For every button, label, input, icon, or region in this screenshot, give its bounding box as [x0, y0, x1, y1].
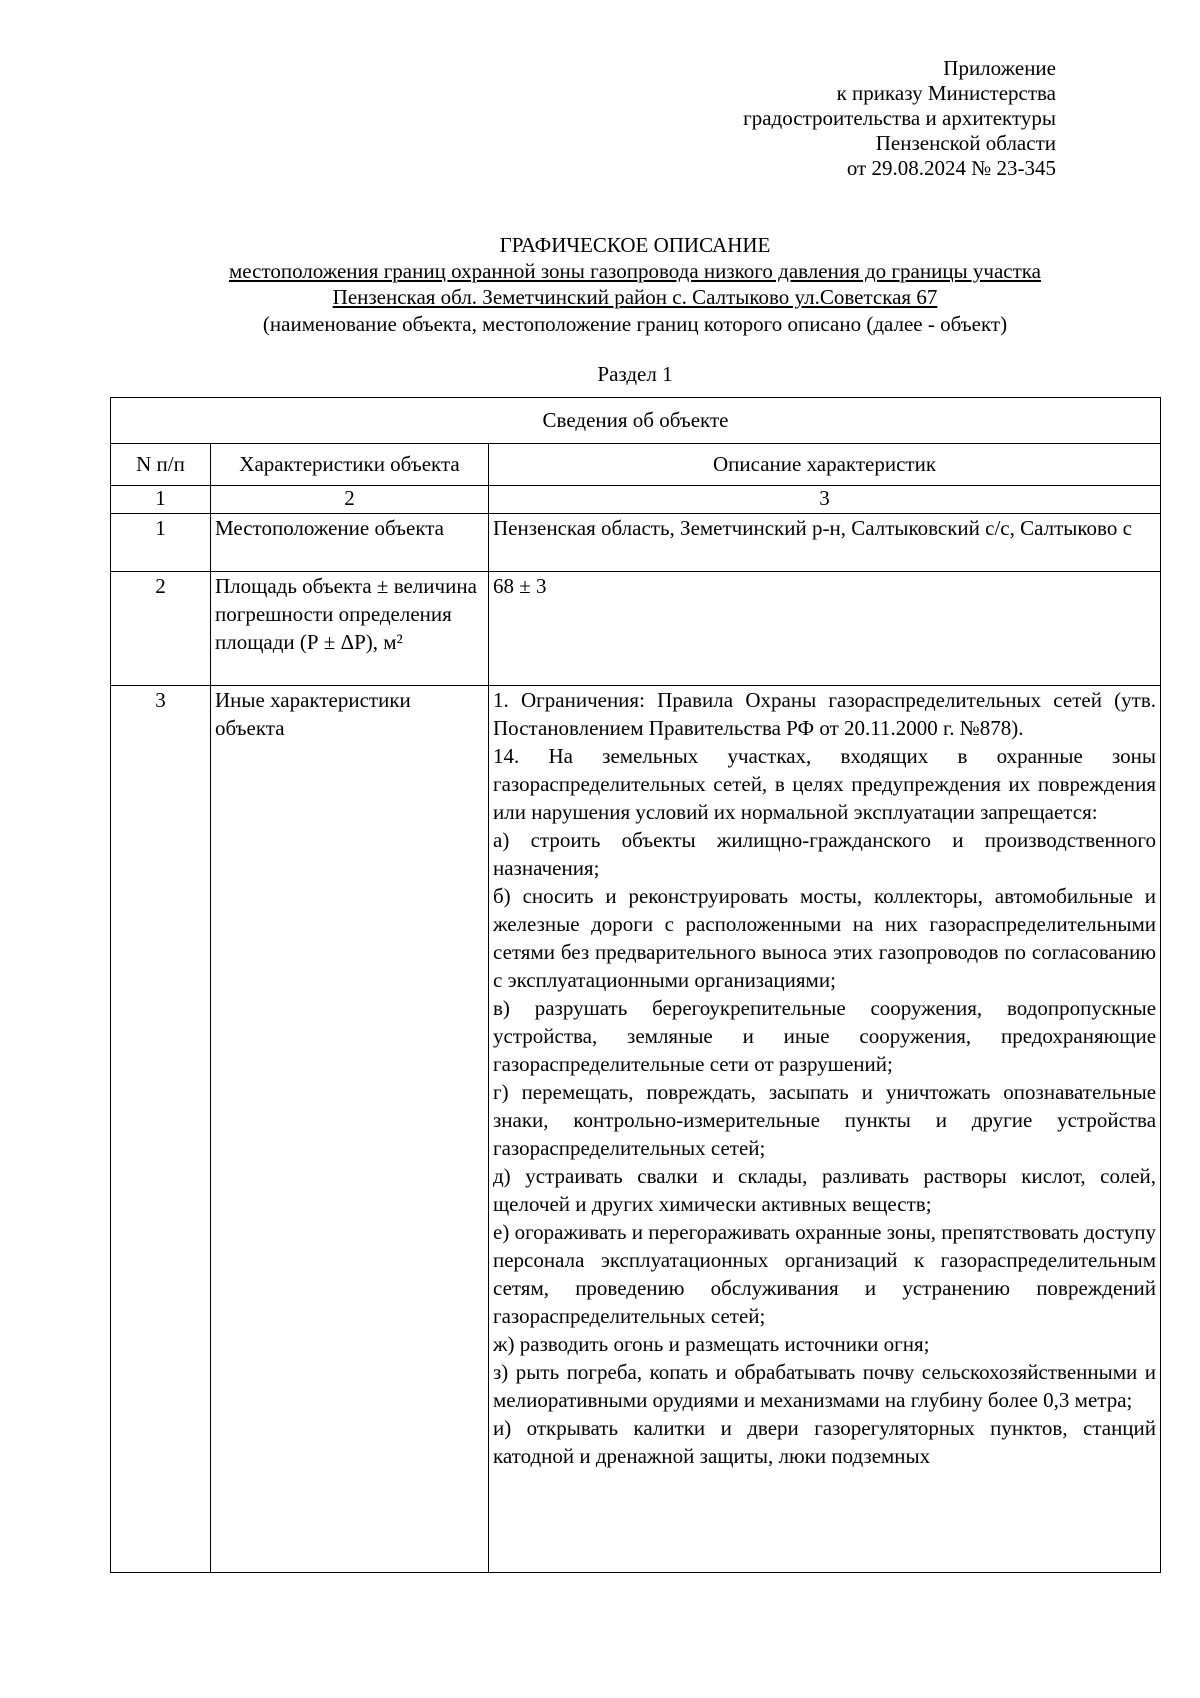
column-number: 1 — [111, 486, 211, 514]
restriction-paragraph: в) разрушать берегоукрепительные сооружения, водопропускные устройства, земляные и иные сооружения, предохраняющие газораспределительные сети от разрушений; — [493, 996, 1157, 1076]
row-description: 68 ± 3 — [489, 572, 1161, 686]
restriction-paragraph: и) открывать калитки и двери газорегуляторных пунктов, станций катодной и дренажной защиты, люки подземных — [493, 1416, 1157, 1468]
restriction-paragraph: д) устраивать свалки и склады, разливать растворы кислот, солей, щелочей и других химически активных веществ; — [493, 1164, 1157, 1216]
column-header-number: N п/п — [111, 444, 211, 486]
row-description — [489, 686, 1161, 1573]
column-number: 3 — [489, 486, 1161, 514]
row-characteristic: Местоположение объекта — [211, 514, 489, 572]
title-subject: местоположения границ охранной зоны газопровода низкого давления до границы участка — [228, 259, 1042, 283]
column-number: 2 — [211, 486, 489, 514]
column-header-description: Описание характеристик — [489, 444, 1161, 486]
title-location: Пензенская обл. Земетчинский район с. Салтыково ул.Советская 67 — [332, 285, 938, 309]
row-number: 2 — [111, 572, 211, 686]
document-title: ГРАФИЧЕСКОЕ ОПИСАНИЕ — [499, 233, 771, 257]
header-line: Приложение — [943, 56, 1056, 80]
row-characteristic: Площадь объекта ± величина погрешности определения площади (Р ± ΔР), м² — [211, 572, 489, 686]
row-description: Пензенская область, Земетчинский р-н, Салтыковский с/с, Салтыково с — [489, 514, 1161, 572]
column-header-characteristic: Характеристики объекта — [211, 444, 489, 486]
section-heading: Раздел 1 — [597, 362, 673, 386]
object-info-table — [110, 397, 1161, 1573]
header-line: градостроительства и архитектуры — [743, 106, 1056, 130]
table-caption: Сведения об объекте — [111, 398, 1161, 444]
restriction-paragraph: е) огораживать и перегораживать охранные зоны, препятствовать доступу персонала эксплуатационных организаций к газораспределительным сетям, проведению обслуживания и устранению повреждений газораспределительных сетей; — [493, 1220, 1157, 1328]
table-row — [111, 686, 1161, 1573]
restriction-paragraph: а) строить объекты жилищно-гражданского и производственного назначения; — [493, 828, 1157, 880]
table-row — [111, 514, 1161, 572]
restriction-paragraph: б) сносить и реконструировать мосты, коллекторы, автомобильные и железные дороги с расположенными на них газораспределительными сетями без предварительного выноса этих газопроводов по согласованию с эксплуатационными организациями; — [493, 884, 1157, 992]
row-number: 3 — [111, 686, 211, 1573]
restriction-paragraph: 14. На земельных участках, входящих в охранные зоны газораспределительных сетей, в целях предупреждения их повреждения или нарушения условий их нормальной эксплуатации запрещается: — [493, 744, 1157, 824]
row-characteristic: Иные характеристики объекта — [211, 686, 489, 1573]
title-note: (наименование объекта, местоположение границ которого описано (далее - объект) — [262, 312, 1008, 336]
header-line: к приказу Министерства — [836, 81, 1056, 105]
restriction-paragraph: 1. Ограничения: Правила Охраны газораспределительных сетей (утв. Постановлением Правительства РФ от 20.11.2000 г. №878). — [493, 688, 1157, 740]
restriction-paragraph: ж) разводить огонь и размещать источники огня; — [493, 1332, 930, 1356]
restriction-paragraph: з) рыть погреба, копать и обрабатывать почву сельскохозяйственными и мелиоративными орудиями и механизмами на глубину более 0,3 метра; — [493, 1360, 1157, 1412]
row-number: 1 — [111, 514, 211, 572]
document-title-block — [110, 232, 1160, 338]
table-row — [111, 572, 1161, 686]
restriction-paragraph: г) перемещать, повреждать, засыпать и уничтожать опознавательные знаки, контрольно-измерительные пункты и другие устройства газораспределительных сетей; — [493, 1080, 1157, 1160]
header-line: Пензенской области — [875, 131, 1056, 155]
approval-header — [536, 56, 1056, 181]
header-line: от 29.08.2024 № 23-345 — [846, 156, 1056, 180]
